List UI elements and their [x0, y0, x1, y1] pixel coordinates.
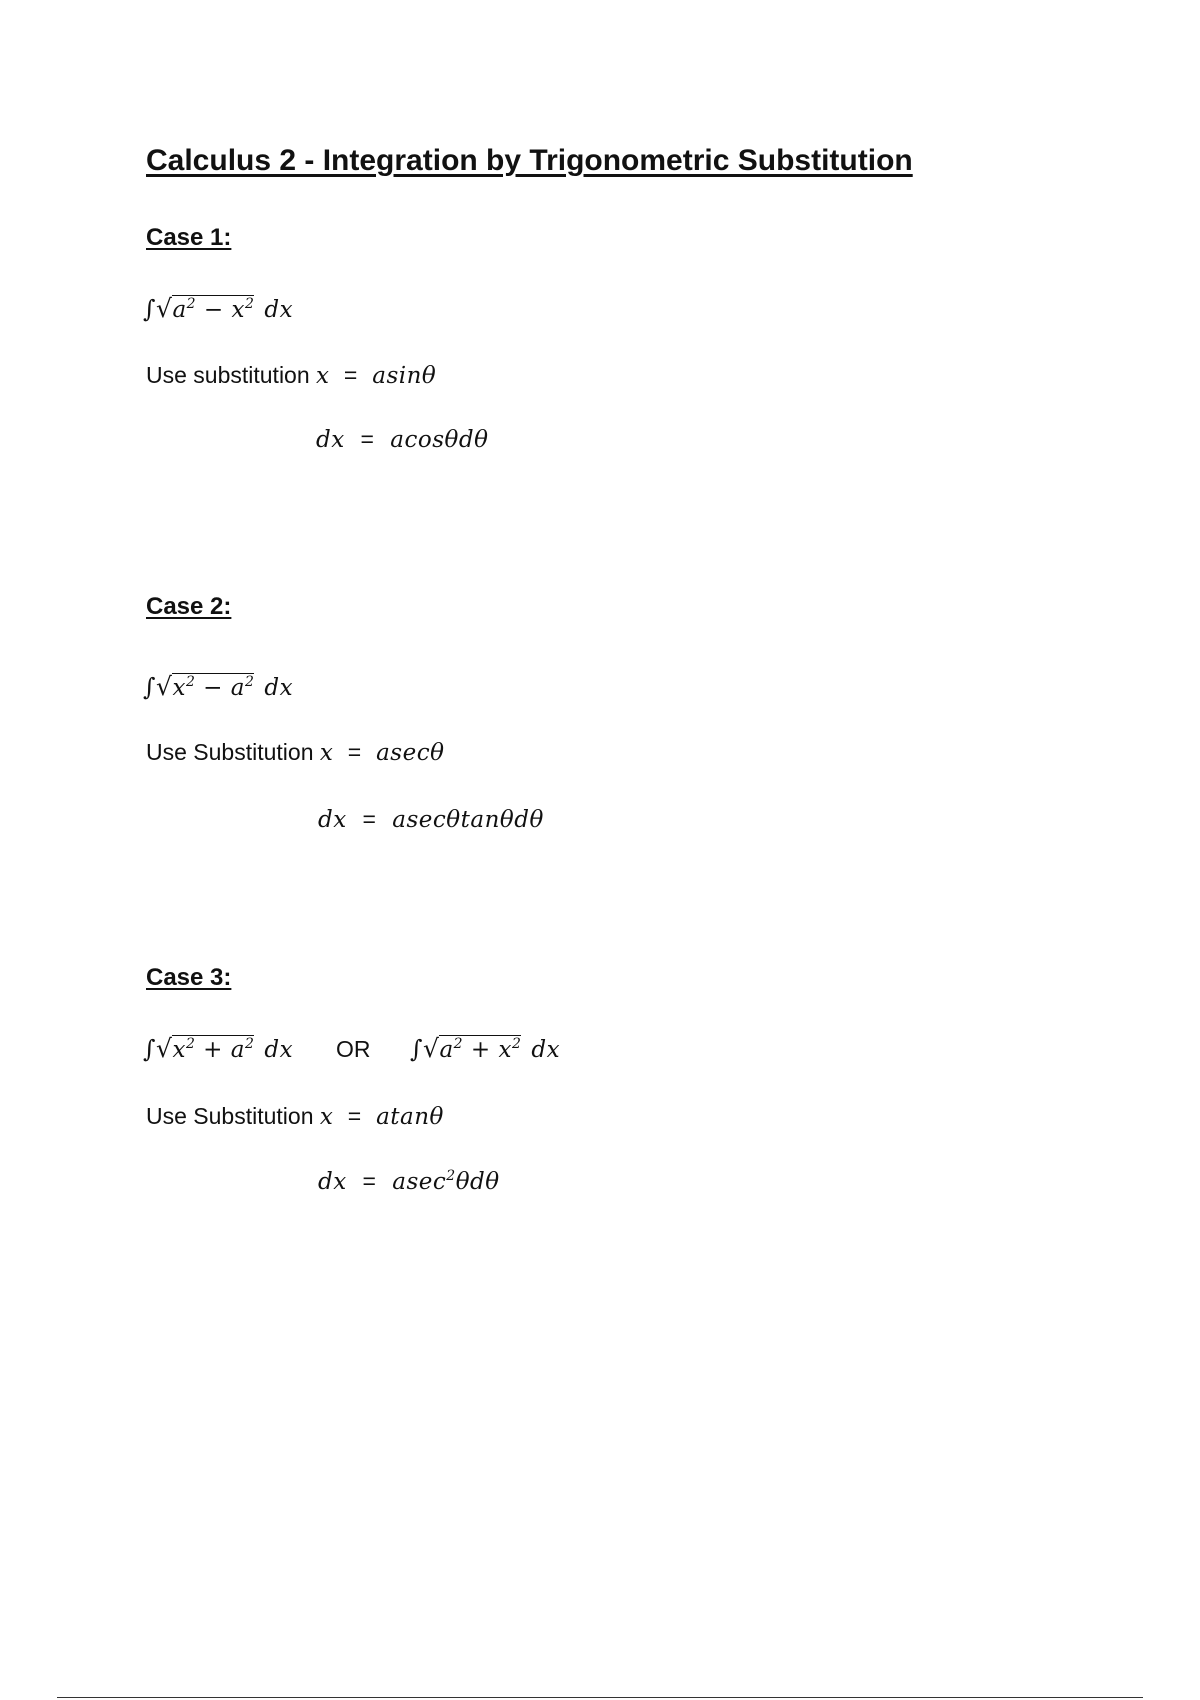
case-3-differential: dx = asec$^2$θdθ — [318, 1168, 500, 1195]
substitution-rhs: asinθ — [372, 363, 437, 389]
differential: dx — [264, 1037, 294, 1063]
case-2-heading: Case 2: — [146, 593, 232, 620]
substitution-lhs: x — [319, 1104, 334, 1130]
case-1-heading: Case 1: — [146, 224, 232, 251]
case-2-differential: dx = asecθtanθdθ — [318, 806, 544, 833]
case-3-alt-integral — [410, 1034, 560, 1063]
case-3-or-label: OR — [336, 1036, 371, 1062]
case-2-integral — [143, 672, 293, 701]
integral-symbol: ∫ — [143, 295, 157, 323]
page-title: Calculus 2 - Integration by Trigonometric Substitution — [146, 144, 913, 177]
case-1-integral — [143, 294, 293, 323]
differential: dx — [264, 297, 294, 323]
case-1-differential: dx = acosθdθ — [316, 426, 489, 453]
integral-symbol: ∫ — [143, 1035, 157, 1063]
substitution-rhs: atanθ — [376, 1104, 444, 1130]
sqrt-symbol: √ — [156, 1034, 173, 1063]
substitution-label: Use substitution — [146, 362, 310, 388]
case-3-heading: Case 3: — [146, 964, 232, 991]
substitution-lhs: x — [316, 363, 330, 389]
substitution-rhs: asecθ — [376, 740, 445, 766]
differential: dx — [264, 675, 294, 701]
equals-sign: = — [347, 1103, 362, 1129]
sqrt-symbol: √ — [156, 294, 173, 323]
case-3-substitution — [146, 1103, 444, 1130]
equals-sign: = — [347, 739, 362, 765]
substitution-label: Use Substitution — [146, 1103, 314, 1129]
substitution-label: Use Substitution — [146, 739, 314, 765]
sqrt-symbol: √ — [423, 1034, 440, 1063]
case-2-substitution — [146, 739, 444, 766]
radicand: $x^2 + a^2$ — [172, 1036, 255, 1063]
integral-symbol: ∫ — [143, 673, 157, 701]
radicand: $a^2 + x^2$ — [439, 1036, 522, 1063]
differential: dx — [531, 1037, 561, 1063]
equals-sign: = — [343, 362, 358, 388]
footer-rule — [57, 1697, 1143, 1698]
case-1-substitution — [146, 362, 436, 389]
sqrt-symbol: √ — [156, 672, 173, 701]
radicand: $x^2 - a^2$ — [172, 674, 255, 701]
integral-symbol: ∫ — [410, 1035, 424, 1063]
radicand: $a^2 - x^2$ — [172, 296, 255, 323]
substitution-lhs: x — [319, 740, 334, 766]
case-3-integral — [143, 1034, 293, 1063]
